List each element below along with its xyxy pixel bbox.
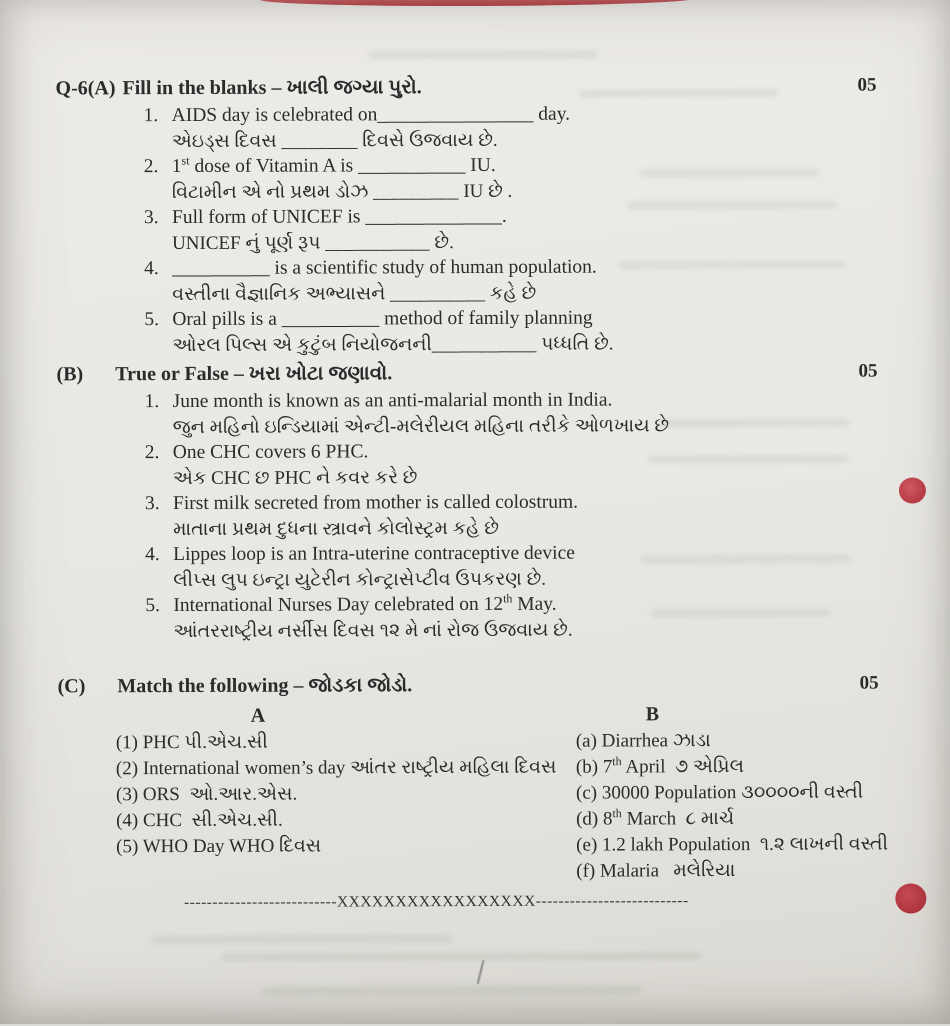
match-column-headers: [58, 701, 893, 731]
section-b-label: (B): [56, 363, 84, 386]
question-text-gujarati: વિટામીન એ નો પ્રથમ ડોઝ _________ IU છે .: [171, 180, 513, 203]
question-text-english: 3. Full form of UNICEF is ______________.: [143, 205, 507, 229]
question-item: [56, 152, 891, 206]
question-item: [57, 540, 892, 594]
red-binding-dot-1: [899, 477, 926, 503]
question-text-gujarati: UNICEF નું પૂર્ણ રૂપ ___________ છે.: [172, 231, 454, 254]
section-c-label: (C): [57, 675, 86, 698]
question-text-english: 2. One CHC covers 6 PHC.: [144, 441, 369, 464]
match-row: (1) PHC પી.એચ.સી: [115, 731, 268, 754]
bleed-through-artifact: [368, 50, 598, 60]
question-text-gujarati: લીપ્સ લુપ ઇન્ટ્રા યુટેરીન કોન્ટ્રાસેપ્ટીવ ઉપકરણ છે.: [173, 568, 547, 591]
question-text-gujarati: એક CHC છ PHC ને કવર કરે છે: [172, 466, 418, 489]
section-true-or-false: [56, 357, 892, 645]
section-b-heading: [56, 357, 891, 390]
question-text-gujarati: ઓરલ પિલ્સ એ કુટુંબ નિયોજનની___________ પધ્ધતિ છે.: [172, 333, 614, 356]
section-b-items: [57, 387, 893, 645]
section-c-title: Match the following – જોડકા જોડો.: [117, 674, 413, 698]
question-text-gujarati: માતાના પ્રથમ દુધના સ્ત્રાવને કોલોસ્ટ્રમ કહે છે: [173, 517, 500, 540]
section-b-title: True or False – ખરા ખોટા જણાવો.: [115, 362, 393, 386]
section-a-label: Q-6(A): [55, 77, 116, 100]
question-text-english: 1. AIDS day is celebrated on________________ day.: [143, 103, 571, 127]
section-match-the-following: [58, 669, 894, 887]
column-a-header: A: [250, 704, 266, 727]
match-row: (c) 30000 Population ૩૦૦૦૦ની વસ્તી: [575, 781, 864, 804]
question-item: [56, 203, 891, 257]
section-a-items: [56, 101, 892, 359]
match-column-b: [576, 728, 894, 885]
match-row: (3) ORS ઓ.આર.એસ.: [115, 783, 298, 806]
match-row: (d) 8th March ૮ માર્ચ: [576, 806, 735, 830]
question-item: [57, 489, 892, 543]
section-fill-in-the-blanks: [55, 71, 891, 359]
column-b-header: B: [645, 703, 660, 726]
question-item: [56, 101, 891, 155]
match-row: (f) Malaria મલેરિયા: [576, 860, 736, 882]
section-b-marks: 05: [858, 360, 878, 382]
question-text-english: 1. June month is known as an anti-malarial month in India.: [144, 389, 613, 413]
question-text-gujarati: વસ્તીના વૈજ્ઞાનિક અભ્યાસને __________ કહે છે: [172, 282, 537, 305]
section-c-marks: 05: [859, 672, 879, 694]
red-scan-artifact-top: [260, 0, 696, 7]
question-item: [56, 305, 891, 359]
question-item: [57, 438, 892, 492]
match-row: (2) International women’s day આંતર રાષ્ટ્રીય મહિલા દિવસ: [115, 756, 557, 780]
question-text-english: 2. 1st dose of Vitamin A is ___________ IU.: [143, 153, 496, 178]
divider-line: ---------------------------XXXXXXXXXXXXXXXXX---------------------------: [184, 892, 689, 912]
question-text-gujarati: એઇડ્સ દિવસ ________ દિવસે ઉજવાય છે.: [171, 129, 498, 152]
bleed-through-artifact: [262, 985, 642, 995]
section-a-marks: 05: [857, 74, 877, 96]
section-a-heading: [55, 71, 890, 104]
question-text-english: 4. Lippes loop is an Intra-uterine contraceptive device: [145, 542, 575, 566]
question-item: [57, 387, 892, 441]
match-columns: [58, 728, 894, 887]
section-a-title: Fill in the blanks – ખાલી જગ્યા પુરો.: [122, 76, 422, 100]
question-text-english: 3. First milk secreted from mother is called colostrum.: [144, 491, 579, 515]
question-text-gujarati: જુન મહિનો ઇન્ડિયામાં એન્ટી-મલેરીયલ મહિના તરીકે ઓળખાય છે: [172, 414, 670, 438]
match-row: (4) CHC સી.એચ.સી.: [116, 809, 283, 832]
question-text-english: 4. __________ is a scientific study of human population.: [144, 256, 597, 280]
section-c-heading: [58, 669, 893, 702]
match-row: (e) 1.2 lakh Population ૧.૨ લાખની વસ્તી: [576, 833, 889, 856]
stray-pen-mark: [477, 960, 485, 984]
match-row: (a) Diarrhea ઝાડા: [575, 730, 711, 752]
question-text-english: 5. Oral pills is a __________ method of family planning: [144, 307, 593, 331]
question-item: [56, 254, 891, 308]
bleed-through-artifact: [222, 951, 702, 962]
question-text-english: 5. International Nurses Day celebrated on 12th May.: [145, 591, 557, 617]
match-row: (b) 7th April ૭ એપ્રિલ: [575, 754, 744, 778]
bleed-through-artifact: [151, 934, 451, 944]
match-column-a: [58, 729, 576, 861]
question-item: [57, 591, 892, 645]
question-text-gujarati: આંતરરાષ્ટ્રીય નર્સીસ દિવસ ૧૨ મે નાં રોજ ઉજવાય છે.: [173, 619, 573, 642]
match-row: (5) WHO Day WHO દિવસ: [116, 835, 322, 858]
